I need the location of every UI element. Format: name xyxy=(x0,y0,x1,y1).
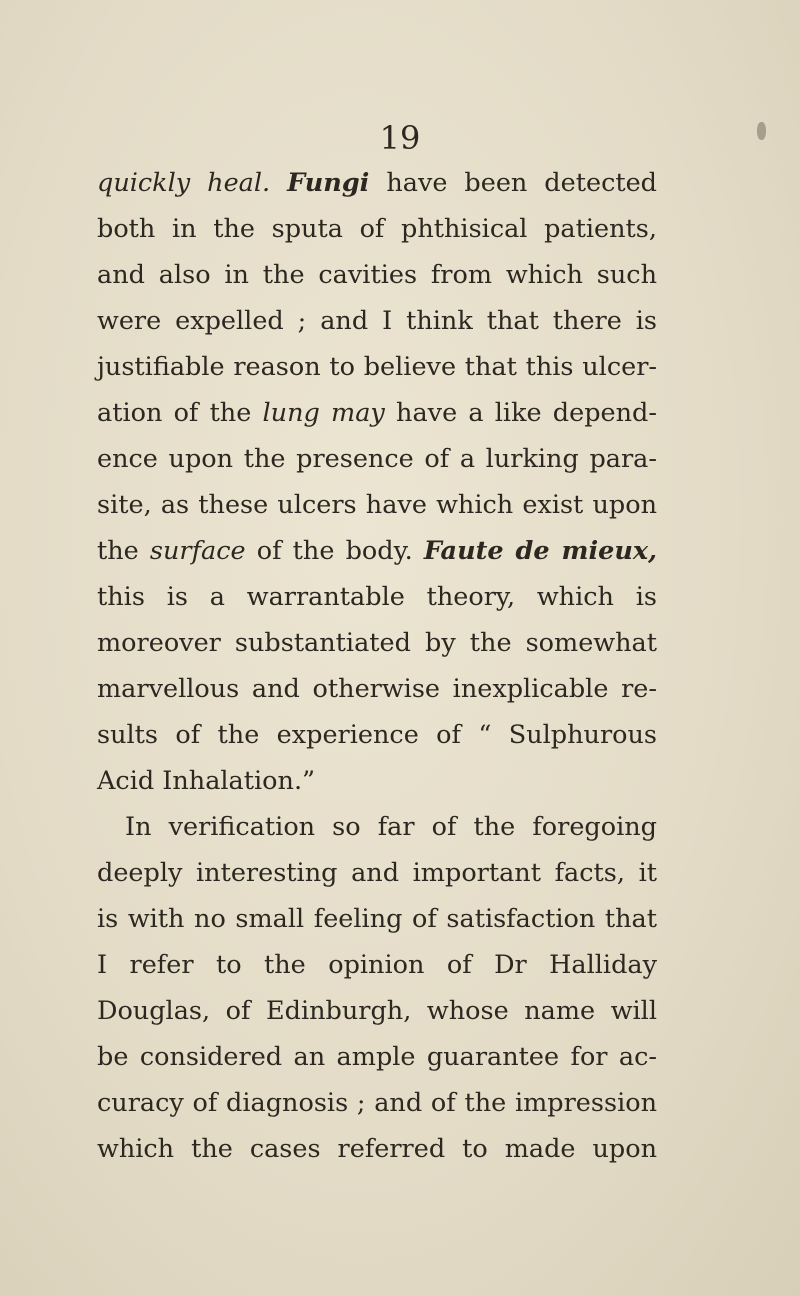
text-line-9: the surface of the body. Faute de mieux, xyxy=(97,536,657,566)
text-line-12: marvellous and otherwise inexplicable re- xyxy=(97,674,657,704)
text-line-15: In verification so far of the foregoing xyxy=(125,812,657,842)
text-line-7: ence upon the presence of a lurking para- xyxy=(97,444,657,474)
text-line-21: curacy of diagnosis ; and of the impression xyxy=(97,1088,657,1118)
body-text xyxy=(97,160,657,1172)
text-line-3: and also in the cavities from which such xyxy=(97,260,657,290)
text-line-17: is with no small feeling of satisfaction that xyxy=(97,904,657,934)
text-line-1: quickly heal. Fungi have been detected xyxy=(97,168,658,198)
text-line-4: were expelled ; and I think that there is xyxy=(97,306,657,336)
text-line-22: which the cases referred to made upon xyxy=(97,1134,657,1164)
text-line-16: deeply interesting and important facts, it xyxy=(97,858,657,888)
text-line-2: both in the sputa of phthisical patients, xyxy=(97,214,657,244)
text-line-19: Douglas, of Edinburgh, whose name will xyxy=(97,996,657,1026)
text-line-6: ation of the lung may have a like depend- xyxy=(97,398,657,428)
text-line-8: site, as these ulcers have which exist upon xyxy=(97,490,657,520)
text-line-13: sults of the experience of “ Sulphurous xyxy=(97,720,657,750)
text-line-20: be considered an ample guarantee for ac- xyxy=(97,1042,657,1072)
page-number: 19 xyxy=(379,119,421,157)
text-line-11: moreover substantiated by the somewhat xyxy=(97,628,657,658)
text-line-18: I refer to the opinion of Dr Halliday xyxy=(97,950,657,980)
ink-mark xyxy=(757,122,766,140)
text-line-5: justifiable reason to believe that this ulcer- xyxy=(97,352,657,382)
text-line-14: Acid Inhalation.” xyxy=(97,766,316,796)
text-line-10: this is a warrantable theory, which is xyxy=(97,582,657,612)
